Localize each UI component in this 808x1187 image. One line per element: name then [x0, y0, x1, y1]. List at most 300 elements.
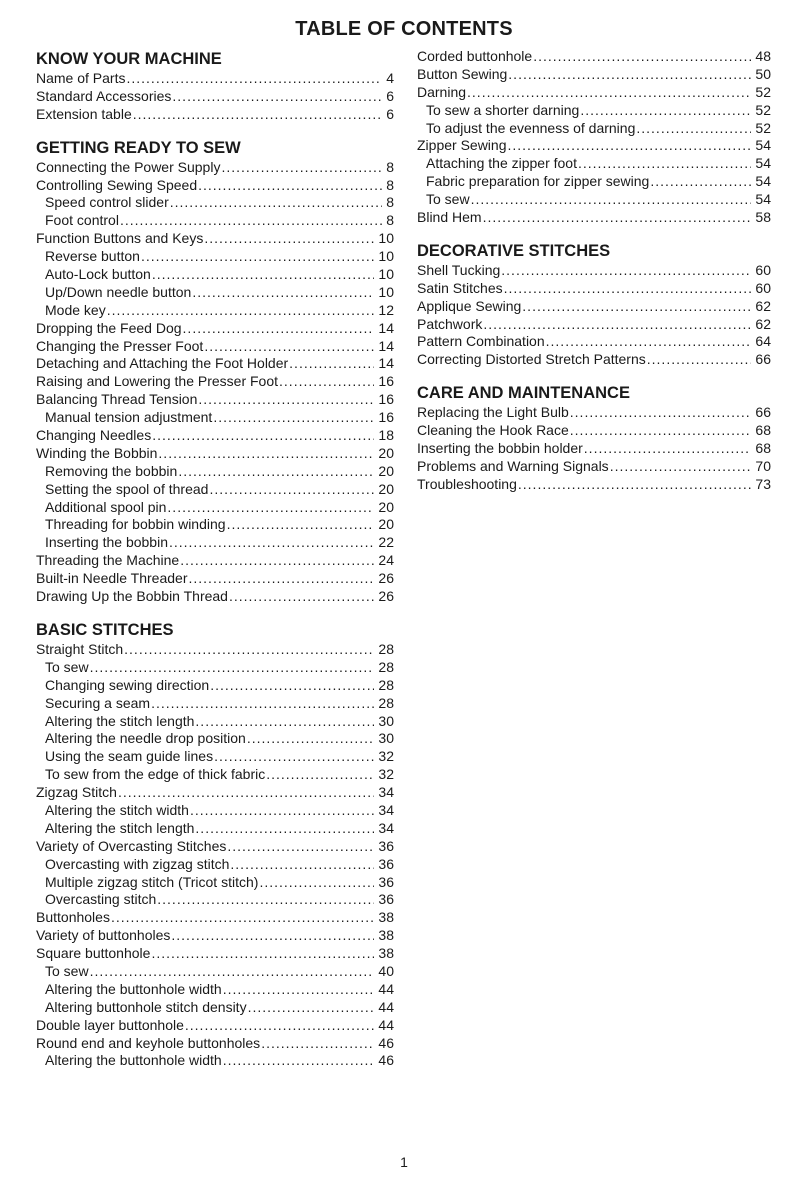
- toc-subentry[interactable]: [36, 999, 394, 1017]
- entry-page-number: 10: [378, 248, 394, 265]
- toc-subentry[interactable]: [36, 463, 394, 481]
- section-heading: KNOW YOUR MACHINE: [36, 50, 222, 68]
- dot-leader: [533, 48, 751, 66]
- dot-leader: [247, 730, 375, 748]
- toc-entry[interactable]: [36, 338, 394, 356]
- dot-leader: [172, 88, 382, 106]
- entry-label: To sew from the edge of thick fabric: [45, 766, 266, 783]
- dot-leader: [204, 230, 374, 248]
- entry-label: Correcting Distorted Stretch Patterns: [417, 351, 646, 368]
- entry-page-number: 58: [755, 209, 771, 226]
- entry-label: Applique Sewing: [417, 297, 522, 314]
- entry-label: Satin Stitches: [417, 279, 503, 296]
- toc-entry[interactable]: [36, 838, 394, 856]
- entry-label: Blind Hem: [417, 209, 482, 226]
- entry-page-number: 36: [378, 837, 394, 854]
- toc-subentry[interactable]: [36, 891, 394, 909]
- entry-label: Controlling Sewing Speed: [36, 176, 198, 193]
- section-heading: DECORATIVE STITCHES: [417, 241, 611, 260]
- dot-leader: [570, 422, 752, 440]
- toc-subentry[interactable]: [36, 677, 394, 695]
- entry-page-number: 34: [378, 819, 394, 836]
- dot-leader: [221, 159, 382, 177]
- entry-label: Securing a seam: [45, 694, 151, 711]
- entry-label: Patchwork: [417, 315, 483, 332]
- dot-leader: [223, 1052, 375, 1070]
- toc-subentry[interactable]: [36, 266, 394, 284]
- entry-label: Foot control: [45, 212, 119, 229]
- entry-page-number: 14: [378, 355, 394, 372]
- entry-label: Button Sewing: [417, 65, 508, 82]
- entry-page-number: 60: [755, 261, 771, 278]
- toc-entry[interactable]: [36, 552, 394, 570]
- toc-right-column: [417, 48, 771, 494]
- toc-entry[interactable]: [36, 427, 394, 445]
- entry-page-number: 10: [378, 230, 394, 247]
- dot-leader: [118, 784, 374, 802]
- entry-label: Altering the buttonhole width: [45, 980, 222, 997]
- entry-page-number: 28: [378, 676, 394, 693]
- entry-label: Drawing Up the Bobbin Thread: [36, 588, 228, 605]
- dot-leader: [152, 266, 375, 284]
- toc-section-know-your-machine: [36, 48, 394, 124]
- toc-entry[interactable]: [36, 355, 394, 373]
- entry-label: Darning: [417, 83, 467, 100]
- dot-leader: [610, 458, 752, 476]
- toc-entry[interactable]: [417, 422, 771, 440]
- entry-label: Using the seam guide lines: [45, 748, 214, 765]
- entry-label: Altering the stitch width: [45, 801, 189, 818]
- dot-leader: [580, 102, 751, 120]
- entry-label: Function Buttons and Keys: [36, 230, 204, 247]
- toc-subentry[interactable]: [417, 173, 771, 191]
- dot-leader: [214, 748, 374, 766]
- toc-entry[interactable]: [417, 351, 771, 369]
- toc-entry[interactable]: [36, 927, 394, 945]
- dot-leader: [289, 355, 374, 373]
- entry-label: Altering the stitch length: [45, 819, 195, 836]
- dot-leader: [213, 409, 374, 427]
- toc-entry[interactable]: [36, 784, 394, 802]
- entry-page-number: 12: [378, 301, 394, 318]
- dot-leader: [223, 981, 375, 999]
- toc-entry[interactable]: [417, 404, 771, 422]
- toc-subentry[interactable]: [36, 409, 394, 427]
- entry-page-number: 30: [378, 730, 394, 747]
- toc-entry[interactable]: [36, 177, 394, 195]
- entry-page-number: 8: [386, 212, 394, 229]
- entry-label: Troubleshooting: [417, 475, 517, 492]
- entry-label: Overcasting with zigzag stitch: [45, 855, 230, 872]
- entry-label: Altering the stitch length: [45, 712, 195, 729]
- dot-leader: [185, 1017, 375, 1035]
- dot-leader: [483, 209, 752, 227]
- entry-label: Auto-Lock button: [45, 266, 151, 283]
- entry-label: To sew: [45, 658, 89, 675]
- toc-entry[interactable]: [36, 159, 394, 177]
- toc-subentry[interactable]: [36, 534, 394, 552]
- dot-leader: [584, 440, 752, 458]
- toc-subentry[interactable]: [36, 856, 394, 874]
- entry-page-number: 54: [755, 155, 771, 172]
- dot-leader: [504, 280, 752, 298]
- dot-leader: [111, 909, 374, 927]
- dot-leader: [266, 766, 374, 784]
- dot-leader: [578, 155, 751, 173]
- dot-leader: [169, 534, 374, 552]
- dot-leader: [647, 351, 752, 369]
- entry-page-number: 38: [378, 927, 394, 944]
- toc-subentry[interactable]: [36, 481, 394, 499]
- entry-page-number: 16: [378, 409, 394, 426]
- dot-leader: [501, 262, 751, 280]
- entry-label: Removing the bobbin: [45, 462, 178, 479]
- entry-page-number: 68: [755, 440, 771, 457]
- entry-label: Changing Needles: [36, 427, 152, 444]
- entry-page-number: 52: [755, 119, 771, 136]
- section-heading: BASIC STITCHES: [36, 620, 174, 639]
- entry-page-number: 4: [386, 70, 394, 86]
- toc-entry[interactable]: [417, 280, 771, 298]
- dot-leader: [508, 66, 751, 84]
- dot-leader: [107, 302, 375, 320]
- entry-page-number: 10: [378, 283, 394, 300]
- entry-page-number: 66: [755, 351, 771, 368]
- entry-label: Double layer buttonhole: [36, 1016, 184, 1033]
- toc-entry[interactable]: [417, 298, 771, 316]
- dot-leader: [158, 445, 374, 463]
- entry-page-number: 6: [386, 87, 394, 104]
- dot-leader: [229, 588, 374, 606]
- dot-leader: [151, 945, 374, 963]
- entry-page-number: 22: [378, 534, 394, 551]
- toc-entry[interactable]: [417, 476, 771, 494]
- entry-label: Inserting the bobbin: [45, 534, 168, 551]
- dot-leader: [198, 177, 382, 195]
- entry-page-number: 64: [755, 333, 771, 350]
- dot-leader: [152, 427, 374, 445]
- entry-label: Standard Accessories: [36, 87, 172, 104]
- section-heading: GETTING READY TO SEW: [36, 138, 241, 157]
- dot-leader: [279, 373, 374, 391]
- entry-page-number: 8: [386, 158, 394, 175]
- dot-leader: [259, 874, 374, 892]
- toc-entry[interactable]: [417, 66, 771, 84]
- entry-page-number: 62: [755, 315, 771, 332]
- toc-subentry[interactable]: [36, 802, 394, 820]
- toc-entry[interactable]: [36, 445, 394, 463]
- entry-page-number: 60: [755, 279, 771, 296]
- toc-entry[interactable]: [36, 70, 394, 88]
- dot-leader: [171, 927, 374, 945]
- dot-leader: [467, 84, 751, 102]
- entry-label: Mode key: [45, 301, 106, 318]
- entry-page-number: 16: [378, 391, 394, 408]
- entry-label: Cleaning the Hook Race: [417, 422, 569, 439]
- toc-entry[interactable]: [36, 106, 394, 124]
- entry-label: Threading for bobbin winding: [45, 516, 226, 533]
- entry-label: Up/Down needle button: [45, 283, 192, 300]
- toc-entry[interactable]: [417, 440, 771, 458]
- dot-leader: [141, 248, 374, 266]
- entry-page-number: 20: [378, 462, 394, 479]
- entry-page-number: 50: [755, 65, 771, 82]
- toc-subentry[interactable]: [36, 248, 394, 266]
- entry-label: Threading the Machine: [36, 552, 180, 569]
- toc-entry[interactable]: [36, 909, 394, 927]
- toc-entry[interactable]: [36, 373, 394, 391]
- toc-subentry[interactable]: [36, 981, 394, 999]
- entry-page-number: 44: [378, 980, 394, 997]
- entry-page-number: 20: [378, 444, 394, 461]
- dot-leader: [90, 963, 375, 981]
- entry-label: Multiple zigzag stitch (Tricot stitch): [45, 873, 259, 890]
- entry-page-number: 6: [386, 105, 394, 122]
- dot-leader: [650, 173, 751, 191]
- entry-label: Altering the needle drop position: [45, 730, 246, 747]
- toc-subentry[interactable]: [417, 191, 771, 209]
- entry-page-number: 20: [378, 480, 394, 497]
- dot-leader: [183, 320, 375, 338]
- toc-section-basic-stitches: [36, 619, 394, 1070]
- toc-entry[interactable]: [36, 1017, 394, 1035]
- dot-leader: [261, 1035, 374, 1053]
- entry-label: Inserting the bobbin holder: [417, 440, 583, 457]
- entry-page-number: 38: [378, 945, 394, 962]
- page-title: TABLE OF CONTENTS: [295, 18, 513, 40]
- entry-label: Shell Tucking: [417, 261, 501, 278]
- entry-page-number: 36: [378, 855, 394, 872]
- entry-label: Variety of Overcasting Stitches: [36, 837, 227, 854]
- entry-page-number: 26: [378, 588, 394, 605]
- entry-label: Buttonholes: [36, 909, 110, 926]
- toc-section-continued: [417, 48, 771, 227]
- entry-label: Altering the buttonhole width: [45, 1052, 222, 1069]
- entry-label: Problems and Warning Signals: [417, 457, 609, 474]
- entry-page-number: 14: [378, 319, 394, 336]
- entry-page-number: 38: [378, 909, 394, 926]
- toc-subentry[interactable]: [36, 659, 394, 677]
- dot-leader: [133, 106, 382, 124]
- dot-leader: [126, 70, 382, 88]
- toc-subentry[interactable]: [36, 820, 394, 838]
- entry-page-number: 32: [378, 748, 394, 765]
- entry-label: Extension table: [36, 105, 132, 122]
- dot-leader: [209, 481, 374, 499]
- toc-entry[interactable]: [36, 570, 394, 588]
- page-number: 1: [400, 1154, 408, 1170]
- entry-label: To sew a shorter darning: [426, 101, 580, 118]
- entry-page-number: 40: [378, 962, 394, 979]
- dot-leader: [151, 695, 374, 713]
- toc-subentry[interactable]: [36, 1052, 394, 1070]
- entry-page-number: 36: [378, 891, 394, 908]
- toc-subentry[interactable]: [36, 874, 394, 892]
- entry-label: Variety of buttonholes: [36, 927, 171, 944]
- dot-leader: [198, 391, 374, 409]
- toc-subentry[interactable]: [36, 284, 394, 302]
- dot-leader: [546, 333, 752, 351]
- dot-leader: [570, 404, 752, 422]
- entry-page-number: 20: [378, 498, 394, 515]
- toc-entry[interactable]: [36, 588, 394, 606]
- toc-entry[interactable]: [417, 262, 771, 280]
- entry-page-number: 14: [378, 337, 394, 354]
- dot-leader: [508, 137, 752, 155]
- dot-leader: [471, 191, 752, 209]
- entry-page-number: 34: [378, 801, 394, 818]
- entry-label: Square buttonhole: [36, 945, 151, 962]
- dot-leader: [90, 659, 375, 677]
- entry-page-number: 44: [378, 1016, 394, 1033]
- toc-entry[interactable]: [36, 1035, 394, 1053]
- dot-leader: [518, 476, 752, 494]
- toc-subentry[interactable]: [36, 212, 394, 230]
- entry-page-number: 52: [755, 83, 771, 100]
- entry-page-number: 16: [378, 373, 394, 390]
- entry-label: Winding the Bobbin: [36, 444, 158, 461]
- entry-page-number: 54: [755, 137, 771, 154]
- toc-subentry[interactable]: [36, 695, 394, 713]
- entry-label: To adjust the evenness of darning: [426, 119, 636, 136]
- toc-subentry[interactable]: [36, 194, 394, 212]
- toc-entry[interactable]: [36, 391, 394, 409]
- entry-page-number: 34: [378, 784, 394, 801]
- entry-page-number: 30: [378, 712, 394, 729]
- entry-label: Additional spool pin: [45, 498, 167, 515]
- entry-page-number: 44: [378, 998, 394, 1015]
- toc-entry[interactable]: [36, 320, 394, 338]
- entry-label: Replacing the Light Bulb: [417, 404, 569, 421]
- entry-label: Pattern Combination: [417, 333, 545, 350]
- entry-label: Speed control slider: [45, 194, 169, 211]
- toc-subentry[interactable]: [36, 516, 394, 534]
- dot-leader: [248, 999, 375, 1017]
- dot-leader: [170, 194, 382, 212]
- entry-label: Fabric preparation for zipper sewing: [426, 173, 650, 190]
- entry-page-number: 52: [755, 101, 771, 118]
- entry-label: Dropping the Feed Dog: [36, 319, 182, 336]
- entry-label: Setting the spool of thread: [45, 480, 209, 497]
- toc-entry[interactable]: [417, 48, 771, 66]
- entry-label: Name of Parts: [36, 70, 126, 86]
- entry-page-number: 54: [755, 173, 771, 190]
- entry-label: Zigzag Stitch: [36, 784, 117, 801]
- entry-label: Balancing Thread Tension: [36, 391, 198, 408]
- entry-page-number: 62: [755, 297, 771, 314]
- entry-label: To sew: [45, 962, 89, 979]
- dot-leader: [180, 552, 374, 570]
- entry-page-number: 10: [378, 266, 394, 283]
- dot-leader: [210, 677, 374, 695]
- toc-entry[interactable]: [36, 230, 394, 248]
- toc-entry[interactable]: [417, 209, 771, 227]
- entry-page-number: 26: [378, 570, 394, 587]
- dot-leader: [522, 298, 751, 316]
- entry-page-number: 66: [755, 404, 771, 421]
- toc-subentry[interactable]: [417, 120, 771, 138]
- toc-entry[interactable]: [36, 88, 394, 106]
- entry-page-number: 20: [378, 516, 394, 533]
- toc-entry[interactable]: [417, 316, 771, 334]
- dot-leader: [120, 212, 382, 230]
- entry-label: Reverse button: [45, 248, 140, 265]
- entry-label: To sew: [426, 191, 470, 208]
- entry-page-number: 24: [378, 552, 394, 569]
- dot-leader: [227, 838, 374, 856]
- toc-subentry[interactable]: [36, 499, 394, 517]
- entry-page-number: 48: [755, 48, 771, 64]
- entry-label: Built-in Needle Threader: [36, 570, 188, 587]
- entry-page-number: 18: [378, 427, 394, 444]
- entry-page-number: 46: [378, 1034, 394, 1051]
- entry-label: Round end and keyhole buttonholes: [36, 1034, 261, 1051]
- toc-subentry[interactable]: [417, 102, 771, 120]
- toc-entry[interactable]: [417, 84, 771, 102]
- entry-page-number: 28: [378, 640, 394, 657]
- entry-label: Changing sewing direction: [45, 676, 210, 693]
- entry-label: Changing the Presser Foot: [36, 337, 204, 354]
- entry-label: Attaching the zipper foot: [426, 155, 577, 172]
- toc-entry[interactable]: [417, 458, 771, 476]
- dot-leader: [227, 516, 375, 534]
- entry-page-number: 70: [755, 457, 771, 474]
- entry-label: Corded buttonhole: [417, 48, 533, 64]
- toc-section-decorative-stitches: [417, 240, 771, 369]
- toc-subentry[interactable]: [417, 155, 771, 173]
- entry-label: Overcasting stitch: [45, 891, 157, 908]
- dot-leader: [204, 338, 374, 356]
- dot-leader: [190, 802, 374, 820]
- toc-subentry[interactable]: [36, 730, 394, 748]
- entry-label: Zipper Sewing: [417, 137, 507, 154]
- toc-entry[interactable]: [417, 333, 771, 351]
- toc-entry[interactable]: [36, 641, 394, 659]
- entry-page-number: 28: [378, 658, 394, 675]
- dot-leader: [192, 284, 374, 302]
- toc-entry[interactable]: [36, 945, 394, 963]
- toc-subentry[interactable]: [36, 713, 394, 731]
- entry-label: Connecting the Power Supply: [36, 158, 221, 175]
- toc-subentry[interactable]: [36, 302, 394, 320]
- dot-leader: [483, 316, 751, 334]
- entry-page-number: 46: [378, 1052, 394, 1069]
- entry-page-number: 28: [378, 694, 394, 711]
- entry-label: Manual tension adjustment: [45, 409, 213, 426]
- dot-leader: [124, 641, 374, 659]
- dot-leader: [195, 713, 374, 731]
- toc-entry[interactable]: [417, 137, 771, 155]
- section-heading: CARE AND MAINTENANCE: [417, 384, 630, 403]
- entry-label: Altering buttonhole stitch density: [45, 998, 247, 1015]
- entry-page-number: 8: [386, 176, 394, 193]
- dot-leader: [189, 570, 375, 588]
- toc-subentry[interactable]: [36, 766, 394, 784]
- dot-leader: [230, 856, 374, 874]
- entry-page-number: 73: [755, 475, 771, 492]
- toc-section-getting-ready-to-sew: [36, 137, 394, 606]
- dot-leader: [167, 499, 374, 517]
- entry-page-number: 36: [378, 873, 394, 890]
- entry-label: Detaching and Attaching the Foot Holder: [36, 355, 289, 372]
- dot-leader: [178, 463, 374, 481]
- entry-page-number: 68: [755, 422, 771, 439]
- toc-left-column: [36, 48, 394, 1070]
- toc-subentry[interactable]: [36, 748, 394, 766]
- toc-subentry[interactable]: [36, 963, 394, 981]
- toc-section-care-and-maintenance: [417, 382, 771, 493]
- entry-label: Raising and Lowering the Presser Foot: [36, 373, 279, 390]
